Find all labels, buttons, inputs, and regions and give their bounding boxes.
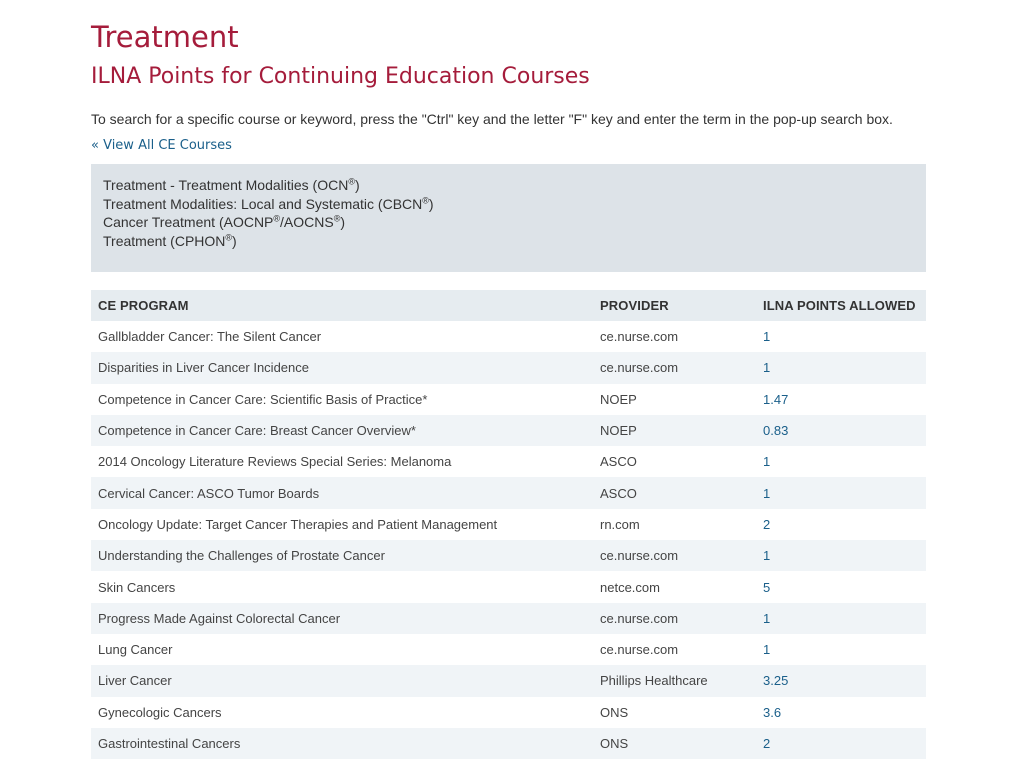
category-panel <box>91 164 926 272</box>
table-row <box>91 477 926 508</box>
points-cell: 3.6 <box>763 704 782 720</box>
column-header-provider: PROVIDER <box>593 290 756 321</box>
ce-courses-table <box>91 290 926 759</box>
provider-cell: NOEP <box>600 391 637 407</box>
column-header-ce-program: CE PROGRAM <box>91 290 593 321</box>
category-text-end: ) <box>232 232 237 249</box>
table-row <box>91 603 926 634</box>
provider-cell: ONS <box>593 728 756 759</box>
points-cell: 1 <box>756 603 926 634</box>
provider-cell: ce.nurse.com <box>600 642 679 658</box>
points-cell: 1 <box>763 642 771 658</box>
search-instructions: To search for a specific course or keyword, press the "Ctrl" key and the letter "F" key and enter the term in the pop-up search box. <box>91 111 893 127</box>
provider-cell: Phillips Healthcare <box>593 665 756 696</box>
table-row <box>91 697 926 728</box>
registered-mark: ® <box>422 194 429 205</box>
table-row <box>91 728 926 759</box>
category-text-end: ) <box>340 214 346 230</box>
category-item <box>103 195 914 214</box>
points-cell: 5 <box>763 579 771 595</box>
provider-cell: ONS <box>600 704 629 720</box>
points-cell: 1 <box>756 352 926 383</box>
registered-mark: ® <box>225 231 233 242</box>
category-item <box>103 213 914 232</box>
program-cell: Gallbladder Cancer: The Silent Cancer <box>98 329 322 345</box>
category-text-mid: /AOCNS <box>280 214 334 230</box>
category-text-end: ) <box>354 177 360 193</box>
category-item <box>103 232 914 251</box>
category-text-end: ) <box>428 195 434 212</box>
program-cell: Understanding the Challenges of Prostate Cancer <box>91 540 593 571</box>
provider-cell: ce.nurse.com <box>600 329 679 345</box>
registered-mark: ® <box>348 176 355 187</box>
program-cell: Competence in Cancer Care: Breast Cancer Overview* <box>91 415 593 446</box>
program-cell: Gynecologic Cancers <box>98 704 222 720</box>
page-subtitle: ILNA Points for Continuing Education Courses <box>91 64 590 89</box>
program-cell: Progress Made Against Colorectal Cancer <box>91 603 593 634</box>
provider-cell: NOEP <box>593 415 756 446</box>
table-row <box>91 352 926 383</box>
program-cell: 2014 Oncology Literature Reviews Special Series: Melanoma <box>98 454 452 470</box>
points-cell: 2 <box>756 728 926 759</box>
main-content <box>91 0 926 759</box>
program-cell: Skin Cancers <box>98 579 176 595</box>
view-all-ce-courses-link[interactable]: « View All CE Courses <box>91 138 232 153</box>
points-cell: 1 <box>756 477 926 508</box>
page-title: Treatment <box>91 20 239 54</box>
program-cell: Oncology Update: Target Cancer Therapies and Patient Management <box>98 516 498 532</box>
program-cell: Cervical Cancer: ASCO Tumor Boards <box>91 477 593 508</box>
table-row <box>91 321 926 352</box>
registered-mark: ® <box>273 213 281 224</box>
category-text: Treatment - Treatment Modalities (OCN <box>103 177 349 193</box>
points-cell: 1 <box>763 329 771 345</box>
provider-cell: netce.com <box>600 579 660 595</box>
table-header-row <box>91 290 926 321</box>
table-row <box>91 446 926 477</box>
provider-cell: ASCO <box>593 477 756 508</box>
points-cell: 1 <box>756 540 926 571</box>
table-row <box>91 571 926 602</box>
table-row <box>91 665 926 696</box>
category-item <box>103 176 914 195</box>
provider-cell: ce.nurse.com <box>593 603 756 634</box>
points-cell: 1.47 <box>763 391 789 407</box>
table-row <box>91 509 926 540</box>
program-cell: Gastrointestinal Cancers <box>91 728 593 759</box>
table-row <box>91 384 926 415</box>
category-text: Cancer Treatment (AOCNP <box>103 214 274 230</box>
points-cell: 3.25 <box>756 665 926 696</box>
points-cell: 0.83 <box>756 415 926 446</box>
table-row <box>91 415 926 446</box>
column-header-ilna-points: ILNA POINTS ALLOWED <box>756 290 926 321</box>
program-cell: Disparities in Liver Cancer Incidence <box>91 352 593 383</box>
program-cell: Lung Cancer <box>98 642 173 658</box>
provider-cell: ce.nurse.com <box>593 352 756 383</box>
registered-mark: ® <box>333 213 341 224</box>
category-text: Treatment (CPHON <box>103 232 226 249</box>
program-cell: Liver Cancer <box>91 665 593 696</box>
provider-cell: ASCO <box>600 454 637 470</box>
provider-cell: ce.nurse.com <box>593 540 756 571</box>
table-row <box>91 540 926 571</box>
points-cell: 1 <box>763 454 771 470</box>
points-cell: 2 <box>763 516 771 532</box>
provider-cell: rn.com <box>600 516 640 532</box>
table-row <box>91 634 926 665</box>
program-cell: Competence in Cancer Care: Scientific Basis of Practice* <box>98 391 428 407</box>
category-text: Treatment Modalities: Local and Systematic (CBCN <box>103 195 423 212</box>
